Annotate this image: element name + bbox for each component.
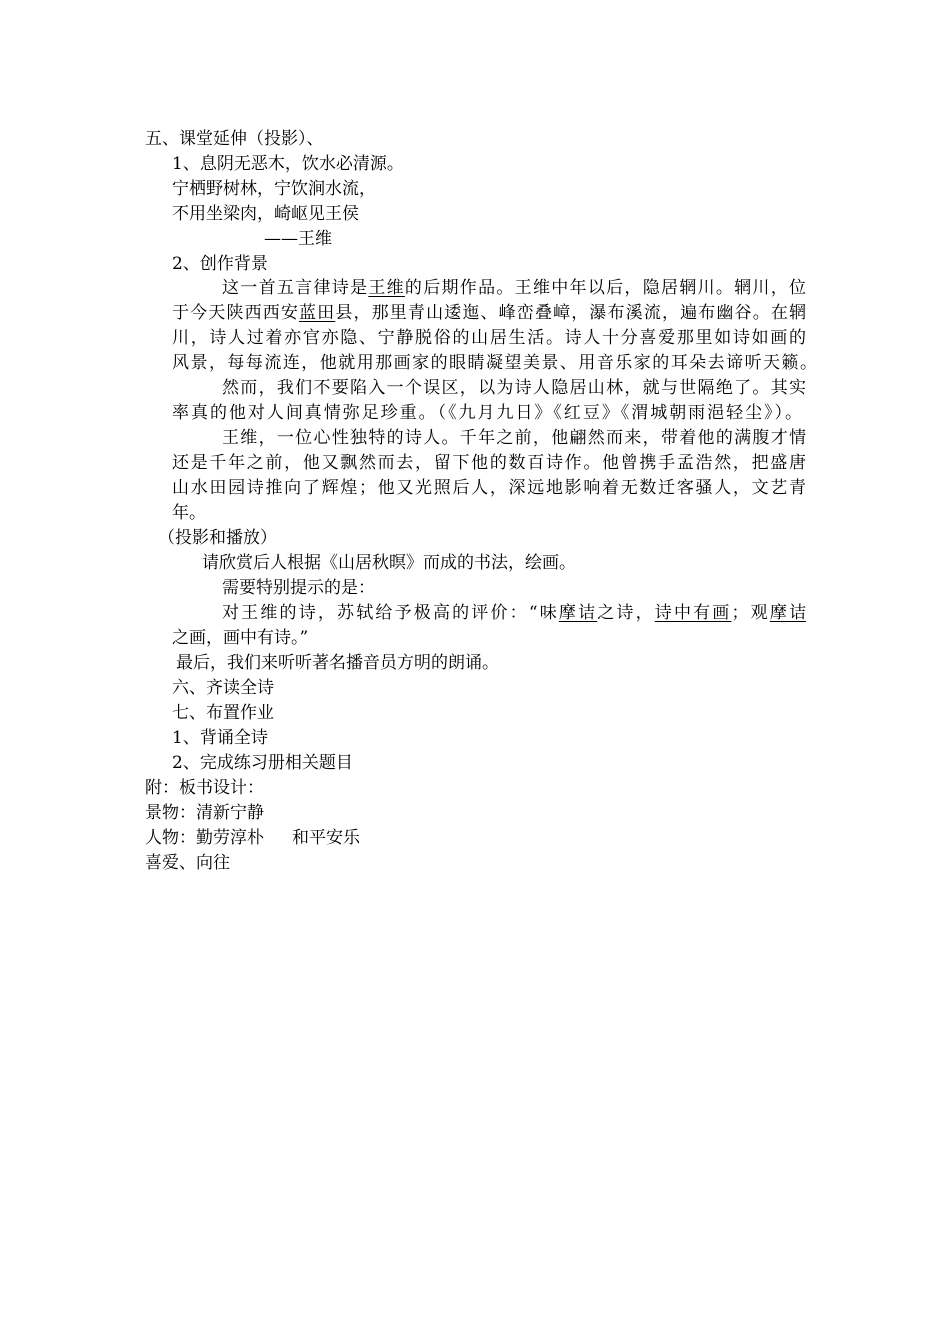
mojie-link[interactable]: 摩诘 (769, 603, 807, 623)
mojie-link[interactable]: 摩诘 (558, 603, 598, 623)
text: 这一首五言律诗是 (222, 278, 369, 298)
text: 之诗， (597, 603, 655, 623)
appendix-heading: 附：板书设计： (145, 778, 264, 798)
paragraph-3-line-1: 王维，一位心性独特的诗人。千年之前，他翩然而来，带着他的满腹才情 (222, 428, 806, 448)
paragraph-1-line-2 (172, 301, 806, 325)
projection-note: （投影和播放） (158, 528, 277, 548)
lantian-link[interactable]: 蓝田 (299, 303, 336, 323)
section-6-heading: 六、齐读全诗 (172, 678, 274, 698)
text: 县，那里青山逶迤、峰峦叠嶂，瀑布溪流，遍布幽谷。在辋 (335, 303, 807, 323)
paragraph-2-line-2: 率真的他对人间真情弥足珍重。（《九月九日》《红豆》《渭城朝雨浥轻尘》）。 (172, 403, 802, 423)
board-people (145, 826, 360, 850)
text: ；观 (731, 603, 770, 623)
paragraph-3-line-4: 年。 (172, 503, 206, 523)
background-title: 2、创作背景 (172, 254, 268, 274)
poem-line-1: 宁栖野树林，宁饮涧水流， (172, 179, 376, 199)
su-shi-comment-line-2: 之画，画中有诗。” (172, 628, 309, 648)
paragraph-3-line-2: 还是千年之前，他又飘然而去，留下他的数百诗作。他曾携手孟浩然，把盛唐 (172, 453, 806, 473)
appreciate-line: 请欣赏后人根据《山居秋暝》而成的书法，绘画。 (202, 553, 576, 573)
text: 于今天陕西西安 (172, 303, 300, 323)
paragraph-2-line-1: 然而，我们不要陷入一个误区，以为诗人隐居山林，就与世隔绝了。其实 (222, 378, 806, 398)
section-7-heading: 七、布置作业 (172, 703, 274, 723)
poem-author: ——王维 (264, 229, 332, 249)
homework-item-1: 1、背诵全诗 (172, 728, 268, 748)
recitation-note: 最后，我们来听听著名播音员方明的朗诵。 (176, 653, 499, 673)
board-emotion: 喜爱、向往 (145, 853, 230, 873)
paragraph-1-line-3: 川，诗人过着亦官亦隐、宁静脱俗的山居生活。诗人十分喜爱那里如诗如画的 (172, 328, 806, 348)
wang-wei-link[interactable]: 王维 (368, 278, 405, 298)
text: 对王维的诗，苏轼给予极高的评价：“味 (222, 603, 559, 623)
poem-line-2: 不用坐梁肉，崎岖见王侯 (172, 204, 359, 224)
board-scenery: 景物：清新宁静 (145, 803, 264, 823)
section-5-heading: 五、课堂延伸（投影）、 (145, 129, 324, 149)
text: 和平安乐 (292, 828, 360, 848)
paragraph-3-line-3: 山水田园诗推向了辉煌；他又光照后人，深远地影响着无数迁客骚人，文艺青 (172, 478, 806, 498)
su-shi-comment-line-1 (222, 601, 806, 625)
text: 人物：勤劳淳朴 (145, 828, 264, 848)
quote-title: 1、息阴无恶木，饮水必清源。 (172, 154, 404, 174)
homework-item-2: 2、完成练习册相关题目 (172, 753, 353, 773)
special-note: 需要特别提示的是： (222, 578, 375, 598)
text: 的后期作品。王维中年以后，隐居辋川。辋川，位 (404, 278, 807, 298)
painting-in-poem-link[interactable]: 诗中有画 (654, 603, 732, 623)
paragraph-1-line-1 (222, 276, 806, 300)
paragraph-1-line-4: 风景，每每流连，他就用那画家的眼睛凝望美景、用音乐家的耳朵去谛听天籁。 (172, 353, 817, 373)
